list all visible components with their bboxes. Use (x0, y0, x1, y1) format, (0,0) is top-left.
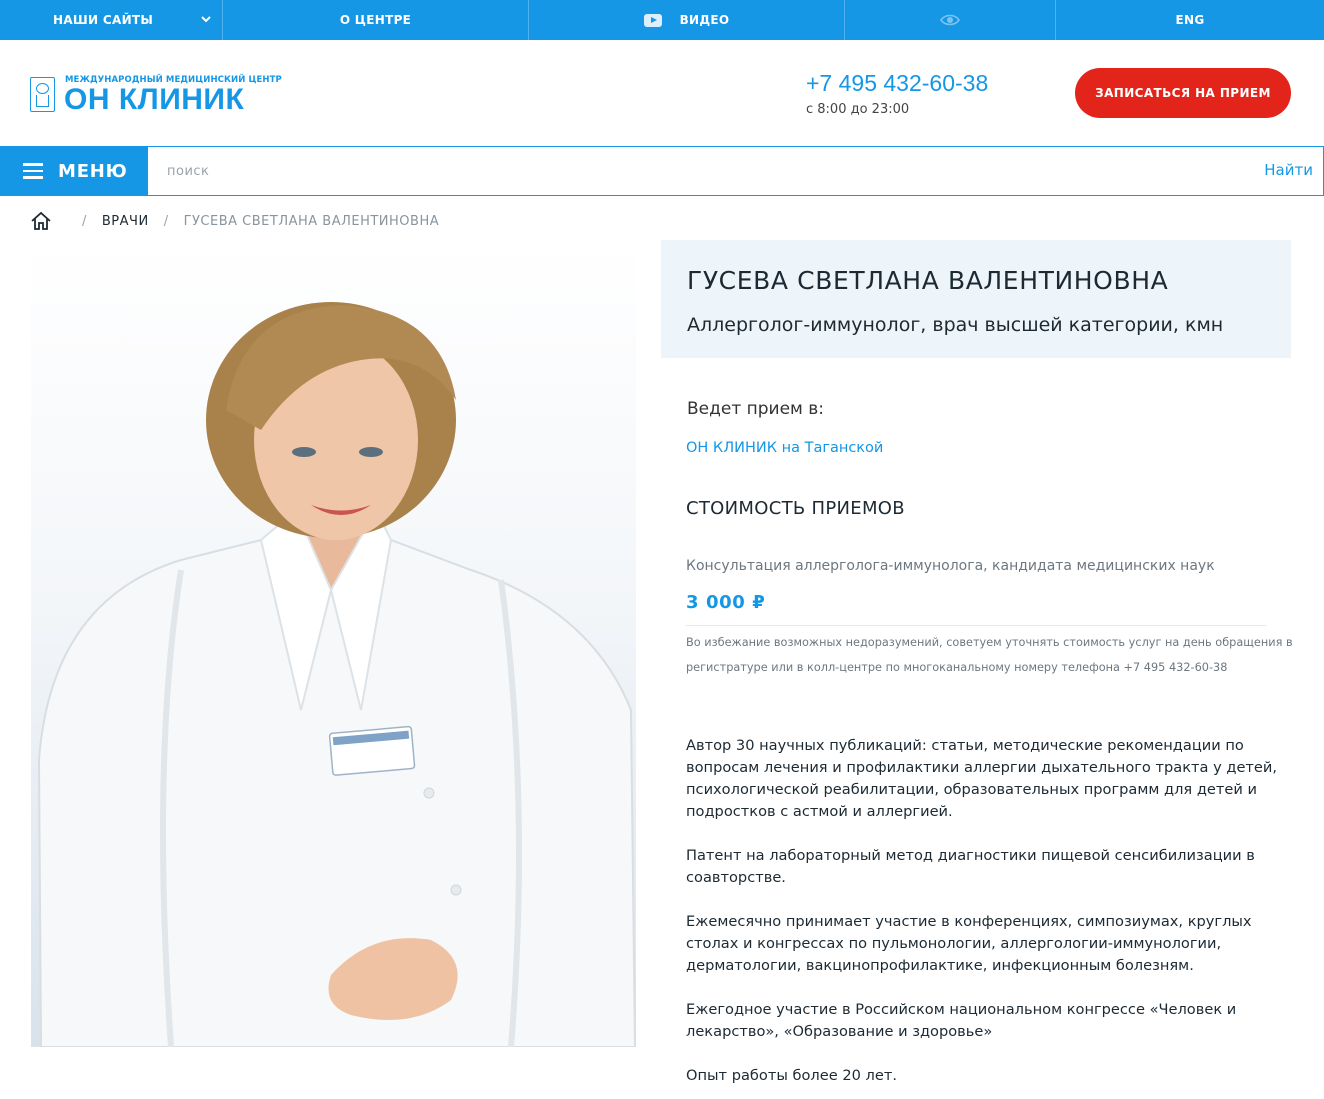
chevron-down-icon (200, 13, 212, 25)
menu-button[interactable] (1, 147, 148, 195)
search-button[interactable]: Найти (1264, 161, 1313, 179)
bio-paragraph: Опыт работы более 20 лет. (686, 1067, 897, 1084)
service-name: Консультация аллерголога-иммунолога, кандидата медицинских наук (686, 558, 1215, 574)
breadcrumb-doctors-link[interactable]: ВРАЧИ (101, 213, 149, 229)
doctor-name: ГУСЕВА СВЕТЛАНА ВАЛЕНТИНОВНА (687, 266, 1169, 295)
receives-at-label: Ведет прием в: (687, 399, 825, 419)
working-hours: с 8:00 до 23:00 (806, 102, 910, 117)
breadcrumb-separator: / (82, 213, 87, 229)
logo-mark-icon (30, 77, 55, 112)
language-label: ENG (1175, 13, 1205, 27)
home-icon[interactable] (30, 210, 52, 232)
eye-icon (940, 14, 960, 26)
phone-link[interactable]: +7 495 432-60-38 (806, 70, 989, 96)
search-input[interactable] (167, 159, 1067, 183)
clinic-link[interactable]: ОН КЛИНИК на Таганской (686, 440, 884, 456)
accessibility-button[interactable] (845, 0, 1056, 40)
video-label: ВИДЕО (679, 13, 730, 27)
book-appointment-button[interactable]: ЗАПИСАТЬСЯ НА ПРИЕМ (1075, 68, 1291, 118)
our-sites-label: НАШИ САЙТЫ (53, 13, 154, 27)
doctor-specialty: Аллерголог-иммунолог, врач высшей категории, кмн (687, 314, 1224, 336)
menu-label: МЕНЮ (58, 160, 128, 182)
top-bar (0, 0, 1324, 40)
hamburger-icon (23, 163, 43, 179)
menu-search-bar (0, 146, 1324, 196)
youtube-icon (644, 14, 662, 27)
bio-paragraph: Ежегодное участие в Российском национальном конгрессе «Человек и лекарство», «Образование и здоровье» (686, 1001, 1237, 1040)
doctor-header-panel (661, 240, 1291, 358)
bio-paragraph: Ежемесячно принимает участие в конференциях, симпозиумах, круглых столах и конгрессах по пульмонологии, аллергологии-иммунологии, дерматологии, вакцинопрофилактике, инфекционным болезням. (686, 913, 1252, 974)
doctor-portrait-illustration (31, 240, 636, 1047)
bio-paragraph: Патент на лабораторный метод диагностики пищевой сенсибилизации в соавторстве. (686, 847, 1255, 886)
video-link[interactable] (529, 0, 845, 40)
breadcrumb (30, 206, 439, 236)
divider (686, 625, 1266, 626)
price-note: Во избежание возможных недоразумений, советуем уточнять стоимость услуг на день обращения в регистратуре или в колл-центре по многоканальному номеру телефона +7 495 432-60-38 (686, 636, 1293, 674)
service-price: 3 000 ₽ (686, 592, 766, 613)
bio-paragraph: Автор 30 научных публикаций: статьи, методические рекомендации по вопросам лечения и профилактики аллергии дыхательного тракта у детей, психологической реабилитации, образовательных программ для детей и подростков с астмой и аллергией. (686, 737, 1278, 820)
prices-title: СТОИМОСТЬ ПРИЕМОВ (686, 498, 905, 519)
our-sites-dropdown[interactable] (0, 0, 223, 40)
about-label: О ЦЕНТРЕ (339, 13, 412, 27)
logo-subtitle: МЕЖДУНАРОДНЫЙ МЕДИЦИНСКИЙ ЦЕНТР (65, 75, 282, 85)
breadcrumb-current: ГУСЕВА СВЕТЛАНА ВАЛЕНТИНОВНА (183, 213, 440, 229)
logo-name: ОН КЛИНИК (64, 83, 245, 116)
breadcrumb-separator: / (163, 213, 169, 229)
doctor-photo (31, 240, 636, 1047)
clinic-logo[interactable] (30, 75, 285, 115)
about-link[interactable] (223, 0, 529, 40)
language-switch[interactable] (1056, 0, 1324, 40)
